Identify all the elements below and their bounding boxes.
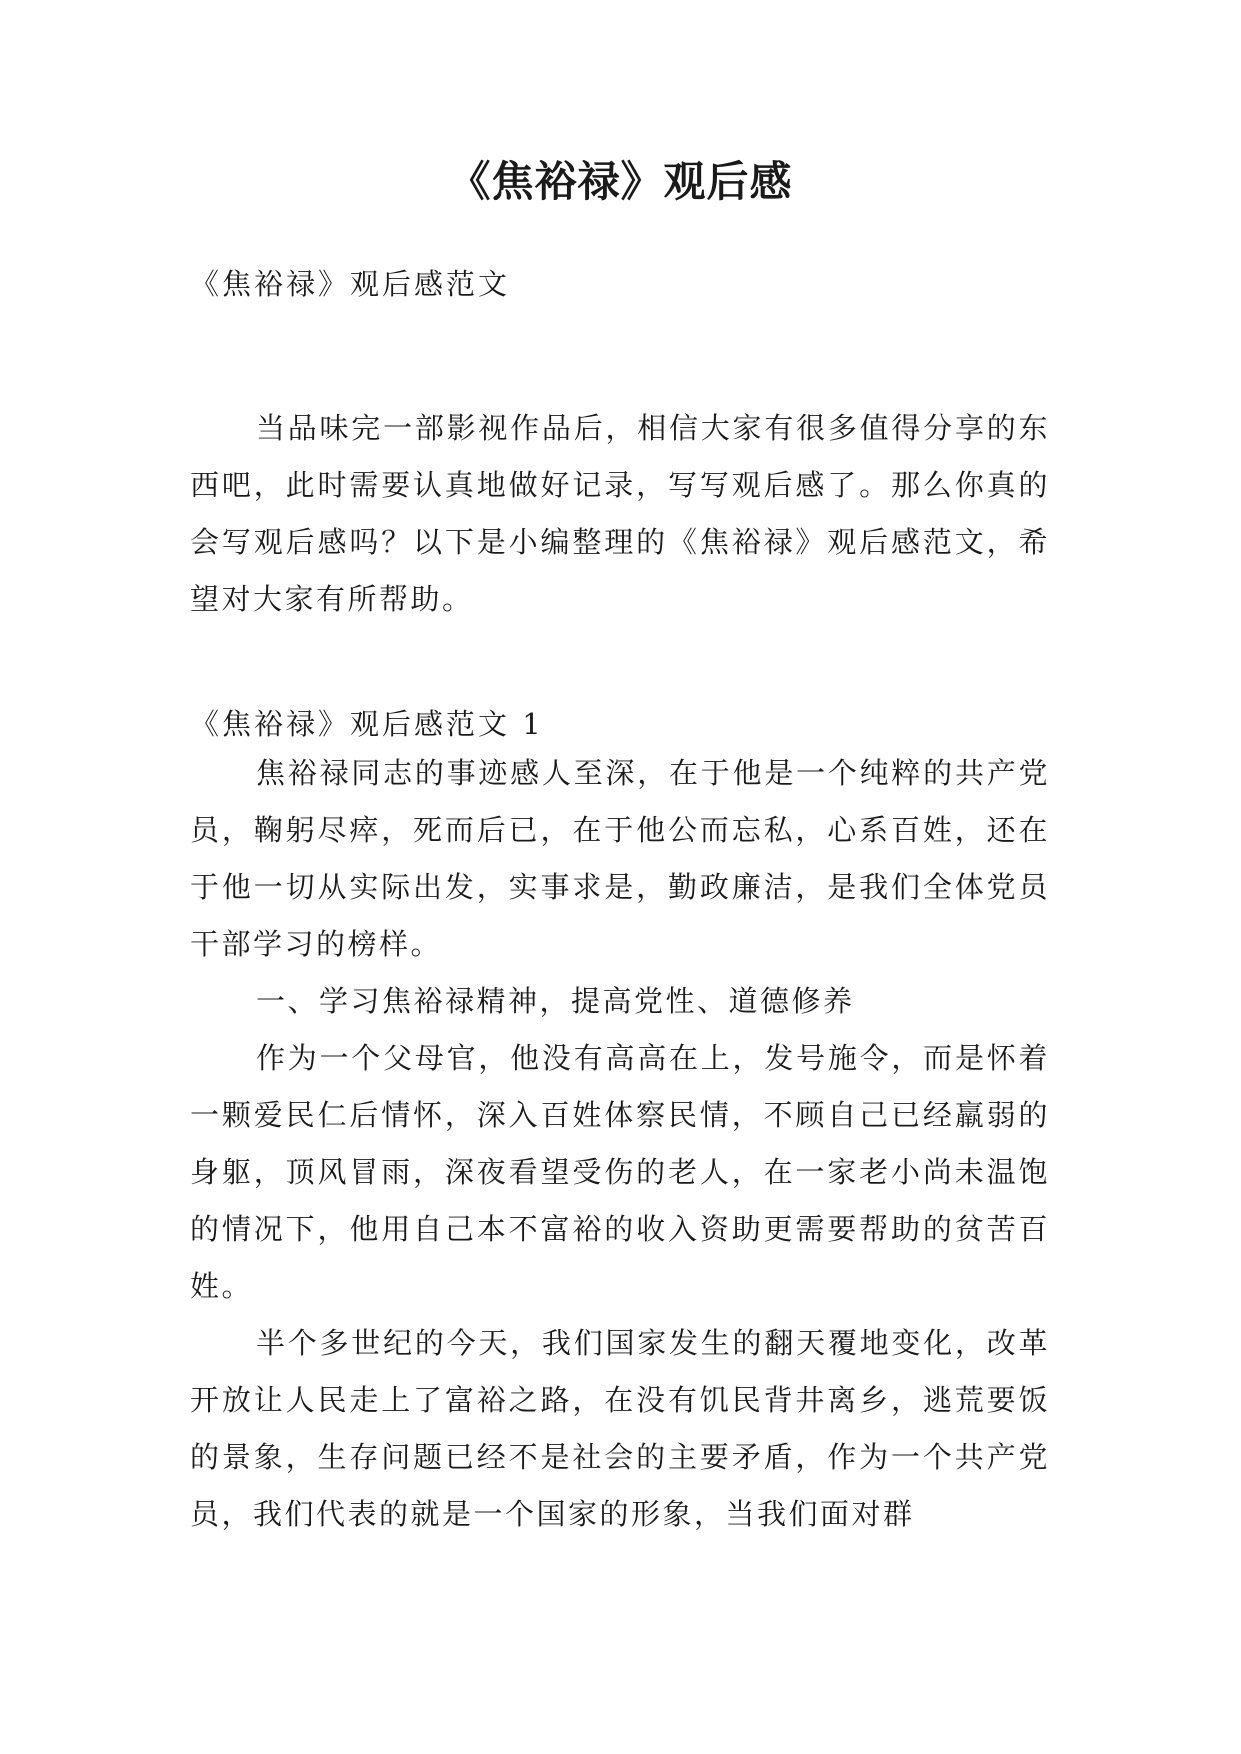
body-paragraph-2: 作为一个父母官，他没有高高在上，发号施令，而是怀着一颗爱民仁后情怀，深入百姓体察民情，不顾自己已经羸弱的身躯，顶风冒雨，深夜看望受伤的老人，在一家老小尚未温饱的情况下，他用自己本不富裕的收入资助更需要帮助的贫苦百姓。 [190,1041,1050,1303]
body-paragraph-1: 焦裕禄同志的事迹感人至深，在于他是一个纯粹的共产党员，鞠躬尽瘁，死而后已，在于他公而忘私，心系百姓，还在于他一切从实际出发，实事求是，勤政廉洁，是我们全体党员干部学习的榜样。 [190,756,1050,961]
section-heading: 《焦裕禄》观后感范文 1 [190,707,544,741]
body-paragraph-3: 半个多世纪的今天，我们国家发生的翻天覆地变化，改革开放让人民走上了富裕之路，在没有饥民背井离乡，逃荒要饭的景象，生存问题已经不是社会的主要矛盾，作为一个共产党员，我们代表的就是一个国家的形象，当我们面对群 [190,1326,1050,1531]
sub-point-heading: 一、学习焦裕禄精神，提高党性、道德修养 [256,984,855,1018]
intro-paragraph: 当品味完一部影视作品后，相信大家有很多值得分享的东西吧，此时需要认真地做好记录，写写观后感了。那么你真的会写观后感吗？以下是小编整理的《焦裕禄》观后感范文，希望对大家有所帮助。 [190,411,1050,616]
document-title: 《焦裕禄》观后感 [448,157,793,206]
document-subtitle: 《焦裕禄》观后感范文 [190,267,511,301]
